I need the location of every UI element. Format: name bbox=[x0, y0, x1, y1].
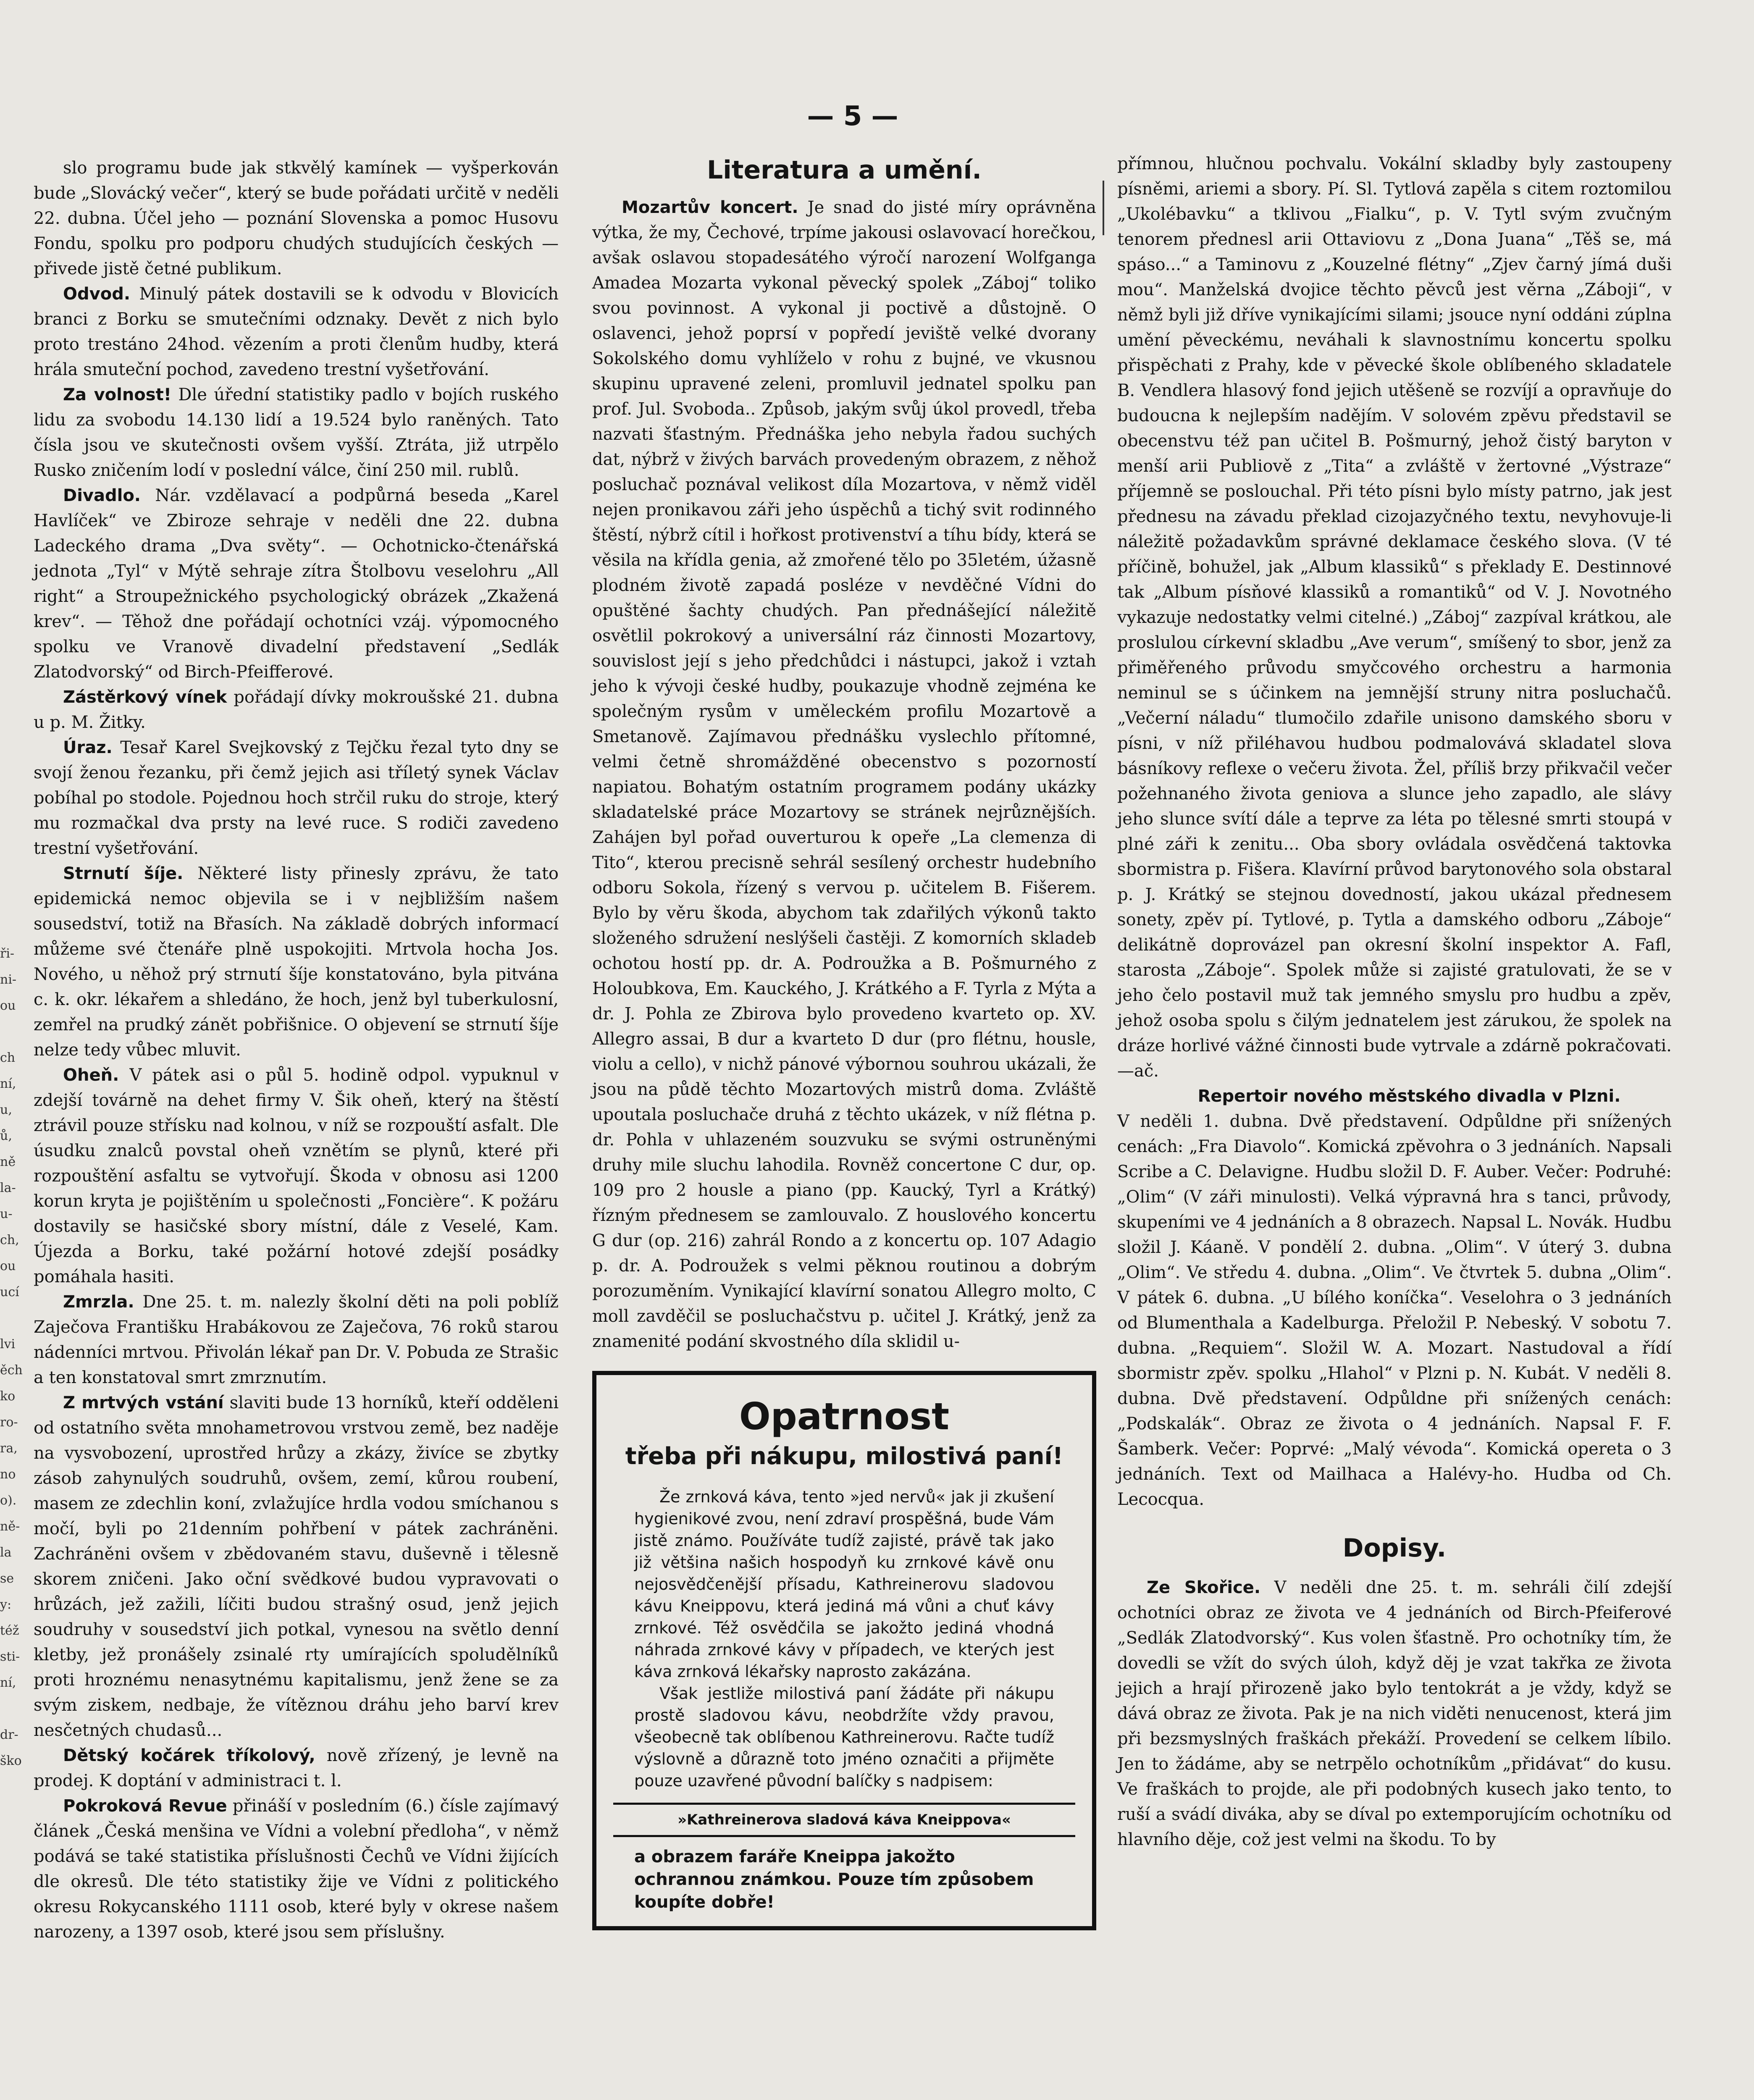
col1-paragraph-text: V pátek asi o půl 5. hodině odpol. vypuknul v zdejší továrně na dehet firmy V. Šik oheň, který na štěstí ztrávil pouze střísku nad kolnou, v níž se rozpouští asfalt. Dle úsudku znalců povstal oheň vznětím se plynů, které při rozpouštění asfaltu se vytvořují. Škoda v obnosu asi 1200 korun kryta je pojištěním u společnosti „Foncière“. K požáru dostavily se hasičské sbory místní, dále z Veselé, Kam. Újezda a Borku, také požární hotové zdejší posádky pomáhala hasiti. bbox=[34, 1066, 559, 1286]
margin-fragment: ko bbox=[0, 1389, 16, 1404]
page-number: — 5 — bbox=[807, 101, 898, 132]
margin-fragment: ou bbox=[0, 998, 16, 1013]
margin-fragment: dr- bbox=[0, 1727, 18, 1742]
col1-paragraph-lead: Z mrtvých vstání bbox=[63, 1393, 224, 1412]
margin-fragment bbox=[0, 1019, 17, 1045]
margin-fragment: u, bbox=[0, 1102, 12, 1117]
dopisy-lead: Ze Skořice. bbox=[1147, 1578, 1261, 1597]
margin-fragment: y: bbox=[0, 1597, 12, 1612]
col2-paragraph bbox=[592, 195, 1096, 1354]
section-heading-literatura: Literatura a umění. bbox=[707, 155, 982, 185]
col1-paragraph-lead: Zástěrkový vínek bbox=[63, 688, 227, 707]
margin-fragments bbox=[0, 941, 23, 1774]
col1-paragraph-text: Nár. vzdělavací a podpůrná beseda „Karel Havlíček“ ve Zbiroze sehraje v neděli dne 22. dubna Ladeckého drama „Dva světy“. — Ochotnicko-čtenářská jednota „Tyl“ v Mýtě sehraje zítra Štolbovu veselohru „All right“ a Stroupežnického psychologický obrázek „Zkažená krev“. — Těhož dne pořádají ochotníci vzáj. výpomocného spolku ve Vranově divadelní představení „Sedlák Zlatodvorský“ od Birch-Pfeifferové. bbox=[34, 486, 559, 682]
col1-paragraph-text: pořádají dívky mokroušské 21. dubna u p. M. Žitky. bbox=[34, 688, 559, 732]
margin-fragment: ři- bbox=[0, 946, 15, 961]
col1-paragraph-text: Dle úřední statistiky padlo v bojích ruského lidu za svobodu 14.130 lidí a 19.524 bylo raněných. Tato čísla jsou ve skutečnosti ovšem vyšší. Ztráta, již utrpělo Rusko zničením lodí v poslední válce, činí 250 mil. rublů. bbox=[34, 385, 559, 480]
col1-paragraph-lead: Odvod. bbox=[63, 284, 131, 304]
repertoir-heading: Repertoir nového městského divadla v Plzni. bbox=[1197, 1087, 1621, 1106]
col1-paragraph-lead: Dětský kočárek tříkolový, bbox=[63, 1746, 315, 1765]
margin-fragment bbox=[0, 1696, 17, 1722]
margin-fragment: ro- bbox=[0, 1415, 18, 1430]
advertisement-box bbox=[592, 1371, 1096, 1930]
col3-dopisy-paragraph bbox=[1117, 1575, 1672, 1852]
col1-paragraph bbox=[34, 861, 559, 1063]
margin-fragment: o). bbox=[0, 1493, 17, 1508]
margin-fragment: lvi bbox=[0, 1337, 16, 1352]
col1-paragraph bbox=[34, 483, 559, 685]
column-2 bbox=[592, 155, 1096, 1930]
ad-subtitle: třeba při nákupu, milostivá paní! bbox=[625, 1443, 1063, 1470]
ad-paragraph-1: Že zrnková káva, tento »jed nervů« jak ji zkušení hygienikové zvou, není zdraví prospěšná, bude Vám jistě známo. Používáte tudíž zajisté, právě tak jako již většina našich hospodyň ku zrnkové kávě onu nejosvědčenější přísadu, Kathreinerovu sladovou kávu Kneippovu, která jediná má vůni a chuť kávy zrnkové. Též osvědčila se jakožto jediná vhodná náhrada zrnkové kávy v případech, ve kterých jest káva zrnková lékařsky naprosto zakázána. bbox=[634, 1488, 1054, 1681]
column-rule bbox=[1103, 181, 1104, 235]
margin-fragment: též bbox=[0, 1623, 19, 1638]
col2-paragraph-lead: Mozartův koncert. bbox=[622, 198, 798, 217]
col1-paragraph bbox=[34, 1289, 559, 1390]
col1-paragraph bbox=[34, 1793, 559, 1945]
col2-paragraphs bbox=[592, 195, 1096, 1354]
margin-fragment: la- bbox=[0, 1181, 16, 1195]
col1-paragraph-text: Některé listy přinesly zprávu, že tato epidemická nemoc objevila se i v nejbližším našem sousedství, totiž na Břasích. Na základě dobrých informací můžeme své čtenáře plně uspokojiti. Mrtvola hocha Jos. Nového, u něhož prý strnutí šíje konstatováno, byla pitvána c. k. okr. lékařem a shledáno, že hoch, jenž byl tuberkulosní, zemřel na prudký zánět pobřišnice. O objevení se strnutí šíje nelze tedy vůbec mluvit. bbox=[34, 864, 559, 1060]
col1-paragraph-text: Minulý pátek dostavili se k odvodu v Blovicích branci z Borku se smutečními odznaky. Devět z nich bylo proto trestáno 24hod. vězením a proti členům hudby, která hrála smuteční pochod, zavedeno trestní vyšetřování. bbox=[34, 284, 559, 379]
dopisy-text: V neděli dne 25. t. m. sehráli čilí zdejší ochotníci obraz ze života ve 4 jednáních od Birch-Pfeiferové „Sedlák Zlatodvorský“. Kus volen šťastně. Pro ochotníky tím, že dovedli se vžít do svých úloh, když děj je vzat takřka ze života jejich a hrají přirozeně jako bylo tentokrát a je vždy, když se dává obraz ze života. Pak je na nich viděti nenucenost, která jim při bezsmyslných fraškách překáží. Provedení se celkem líbilo. Jen to žádáme, aby se netrpělo ochotníkům „přidávat“ do kusu. Ve fraškách to projde, ale při podobných kusech jako tento, to ruší a svádí diváka, aby se díval po extemporujícím ochotníku od hlavního děje, což jest velmi na škodu. To by bbox=[1117, 1578, 1672, 1849]
ad-footer: a obrazem faráře Kneippa jakožto ochrannou známkou. Pouze tím způsobem koupíte dobře! bbox=[634, 1847, 1034, 1912]
col1-paragraph-lead: Oheň. bbox=[63, 1066, 119, 1085]
margin-fragment: ou bbox=[0, 1259, 16, 1273]
margin-fragment: ně- bbox=[0, 1519, 20, 1534]
ad-body bbox=[634, 1486, 1054, 1792]
col1-paragraph bbox=[34, 281, 559, 382]
col1-paragraph-lead: Pokroková Revue bbox=[63, 1796, 227, 1816]
col3-repertoir bbox=[1117, 1084, 1672, 1512]
margin-fragment: ch, bbox=[0, 1233, 19, 1247]
margin-fragment: ra, bbox=[0, 1441, 18, 1456]
margin-fragment: ní, bbox=[0, 1076, 16, 1091]
col1-paragraph-text: Tesař Karel Svejkovský z Tejčku řezal tyto dny se svojí ženou řezanku, při čemž jejich asi tříletý synek Václav pobíhal po stodole. Pojednou hoch strčil ruku do stroje, který mu rozmačkal dva prsty na levé ruce. S rodiči zavedeno trestní vyšetřování. bbox=[34, 738, 559, 858]
margin-fragment bbox=[0, 1305, 17, 1331]
section-heading-dopisy: Dopisy. bbox=[1342, 1533, 1447, 1563]
margin-fragment: ěch bbox=[0, 1363, 23, 1378]
col1-paragraph-text: nově zřízený, je levně na prodej. K doptání v administraci t. l. bbox=[34, 1746, 559, 1790]
margin-fragment: ní, bbox=[0, 1675, 16, 1690]
margin-fragment: no bbox=[0, 1467, 16, 1482]
col1-paragraph bbox=[34, 1063, 559, 1289]
margin-fragment: ů, bbox=[0, 1129, 12, 1143]
repertoir-text: V neděli 1. dubna. Dvě představení. Odpůldne při snížených cenách: „Fra Diavolo“. Komická zpěvohra o 3 jednáních. Napsali Scribe a C. Delavigne. Hudbu složil D. F. Auber. Večer: Podruhé: „Olim“ (V záři minulosti). Velká výpravná hra s tanci, průvody, skupeními ve 4 jednáních a 8 obrazech. Napsal L. Novák. Hudbu složil J. Káaně. V pondělí 2. dubna. „Olim“. V úterý 3. dubna „Olim“. Ve středu 4. dubna. „Olim“. Ve čtvrtek 5. dubna „Olim“. V pátek 6. dubna. „U bílého koníčka“. Veselohra o 3 jednáních od Blumenthala a Kadelburga. Přeložil P. Nebeský. V sobotu 7. dubna. „Requiem“. Složil W. A. Mozart. Nastudoval a řídí sbormistr zpěv. spolku „Hlahol“ v Plzni p. N. Kubát. V neděli 8. dubna. Dvě představení. Odpůldne při snížených cenách: „Podskalák“. Obraz ze života o 4 jednáních. Napsal F. F. Šamberk. Večer: Poprvé: „Malý vévoda“. Komická opereta o 3 jednáních. Text od Mailhaca a Halévy-ho. Hudba od Ch. Lecocqua. bbox=[1117, 1112, 1672, 1509]
col1-paragraph bbox=[34, 1390, 559, 1743]
ad-title: Opatrnost bbox=[739, 1395, 950, 1438]
col1-paragraph bbox=[34, 735, 559, 861]
margin-fragment: sti- bbox=[0, 1649, 20, 1664]
col1-paragraph-text: slo programu bude jak stkvělý kamínek — vyšperkován bude „Slovácký večer“, který se bude pořádati určitě v neděli 22. dubna. Účel jeho — poznání Slovenska a pomoc Husovu Fondu, spolku pro podporu chudých studujících českých — přivede jistě četné publikum. bbox=[34, 158, 559, 278]
col1-paragraph-lead: Strnutí šíje. bbox=[63, 864, 184, 883]
col1-paragraph-lead: Divadlo. bbox=[63, 486, 141, 505]
margin-fragment: ni- bbox=[0, 972, 17, 987]
col1-paragraph bbox=[34, 155, 559, 281]
col1-paragraph-text: Dne 25. t. m. nalezly školní děti na poli poblíž Zaječova Františku Hrabákovou ze Zaječova, 76 roků starou nádenníci mrtvou. Přivolán lékař pan Dr. V. Pobuda ze Strašic a ten konstatoval smrt zmrznutím. bbox=[34, 1292, 559, 1387]
column-3 bbox=[1117, 151, 1672, 1852]
ad-paragraph-2: Však jestliže milostivá paní žádáte při nákupu prostě sladovou kávu, neobdržíte vždy pravou, všeobecně tak oblíbenou Kathreinerovu. Račte tudíž výslovně a důrazně toto jméno označiti a přijměte pouze uzavřené původní balíčky s nadpisem: bbox=[634, 1684, 1054, 1790]
column-1 bbox=[34, 155, 559, 1945]
margin-fragment: ně bbox=[0, 1155, 16, 1169]
col1-paragraph-lead: Zmrzla. bbox=[63, 1292, 134, 1312]
margin-fragment: la bbox=[0, 1545, 12, 1560]
col1-paragraph-lead: Úraz. bbox=[63, 738, 113, 757]
ad-brand-line: »Kathreinerova sladová káva Kneippova« bbox=[613, 1803, 1075, 1837]
col1-paragraph-text: slaviti bude 13 horníků, kteří odděleni od ostatního světa mnohametrovou vrstvou země, bez naděje na vysvobození, uprostřed hrůzy a zkázy, živíce se zbytky zásob zahynulých soudruhů, ovšem, zemí, kůrou roubení, masem ze zdechlin koní, zvlažujíce hrdla vodou smíchanou s močí, byli po 21denním pohřbení v pátek zachráněni. Zachráněni ovšem v zbědovaném stavu, duševně i tělesně skorem zničeni. Jako oční svědkové budou vypravovati o hrůzách, jež zažili, líčiti budou strašný osud, jenž jejich soudruhy v sousedství jich potkal, vynesou na světlo denní kletby, jež pronášely zsinalé rty umírajících spoludělníků proti hroznému nenasytnému kapitalismu, jenž žene se za svým ziskem, nedbaje, že vítěznou dráhu jeho barví krev nesčetných chudasů... bbox=[34, 1393, 559, 1740]
col1-paragraph-lead: Za volnost! bbox=[63, 385, 171, 404]
col2-paragraph-text: Je snad do jisté míry oprávněna výtka, že my, Čechové, trpíme jakousi oslavovací horečkou, avšak oslavou stopadesátého výročí narození Wolfganga Amadea Mozarta vykonal pěvecký spolek „Záboj“ toliko svou povinnost. A vykonal ji poctivě a důstojně. O oslavenci, jehož poprsí v popředí jeviště velké dvorany Sokolského domu vyhlíželo v rohu z bujné, ve vkusnou skupinu upravené zeleni, promluvil jednatel spolku pan prof. Jul. Svoboda.. Způsob, jakým svůj úkol provedl, třeba nazvati šťastným. Přednáška jeho nebyla řadou suchých dat, nýbrž v živých barvách provedeným obrazem, z něhož posluchač poznával velikost díla Mozartova, v němž viděl nejen pronikavou záři jeho úspěchů a tichý svit rodinného štěstí, nýbrž cítil i hořkost protivenství a tíhu bídy, která se věsila na křídla genia, až zmořené tělo po 35letém, úžasně plodném životě zapadá posléze v nevděčné Vídni do opuštěné šachty chudých. Pan přednášející náležitě osvětlil pokrokový a universální ráz činnosti Mozartovy, souvislost její s jeho předchůdci i nástupci, jakož i vztah jeho k vývoji české hudby, poukazuje vhodně zejména ke společným rysům v uměleckém profilu Mozartově a Smetanově. Zajímavou přednášku vyslechlo přítomné, velmi četně shromážděné obecenstvo s pozorností napiatou. Bohatým ostatním programem podány ukázky skladatelské práce Mozartovy se stránek nejrůznějších. Zahájen byl pořad ouverturou k opeře „La clemenza di Tito“, kterou precisně sehrál sesílený orchestr hudebního odboru Sokola, řízený s vervou p. učitelem B. Fišerem. Bylo by věru škoda, abychom tak zdařilých výkonů takto složeného sdružení neslýšeli častěji. Z komorních skladeb ochotou hostí pp. dr. A. Podroužka a B. Pošmurného z Holoubkova, Em. Kauckého, J. Krátkého a F. Tyrla z Mýta a dr. J. Pohla ze Zbirova bylo provedeno kvarteto op. XV. Allegro assai, B dur a kvarteto D dur (pro flétnu, housle, violu a cello), v nichž pánové výbornou souhrou ukázali, že jsou na půdě těchto Mozartových mistrů doma. Zvláště upoutala posluchače druhá z těchto ukázek, v níž flétna p. dr. Pohla v uhlazeném souzvuku se svými ostruněnými druhy mile sluchu lahodila. Rovněž concertone C dur, op. 109 pro 2 housle a piano (pp. Kaucký, Tyrl a Krátký) řízným přednesem se zamlouvalo. Z houslového koncertu G dur (op. 216) zahrál Rondo a z koncertu op. 107 Adagio p. dr. A. Podroužek s velmi pěknou routinou a dobrým porozuměním. Vynikající klavírní sonatou Allegro molto, C moll zavděčil se posluchačstvu p. učitel J. Krátký, jenž za znamenité podání skvostného díla sklidil u- bbox=[592, 198, 1097, 1351]
margin-fragment: ško bbox=[0, 1754, 22, 1768]
col1-paragraph bbox=[34, 1743, 559, 1793]
margin-fragment: ucí bbox=[0, 1285, 19, 1299]
col1-paragraph bbox=[34, 685, 559, 735]
col1-paragraph-text: přináší v posledním (6.) čísle zajímavý článek „Česká menšina ve Vídni a volební předloha“, v němž podává se také statistika příslušnosti Čechů ve Vídni žijících dle okresů. Dle této statistiky žije ve Vídni z politického okresu Rokycanského 1111 osob, které byly v okrese našem narozeny, a 1397 osob, které jsou sem příslušny. bbox=[34, 1796, 559, 1942]
margin-fragment: u- bbox=[0, 1207, 13, 1221]
margin-fragment: se bbox=[0, 1571, 14, 1586]
col1-paragraph bbox=[34, 382, 559, 483]
col3-paragraph-concert: přímnou, hlučnou pochvalu. Vokální skladby byly zastoupeny písněmi, ariemi a sbory. Pí. Sl. Tytlová zapěla s citem roztomilou „Ukolébavku“ a tklivou „Fialku“, p. V. Tytl svým zvučným tenorem přednesl arii Ottaviovu z „Dona Juana“ „Těš se, má spáso...“ a Taminovu z „Kouzelné flétny“ „Zjev čarný jímá duši mou“. Manželská dvojice těchto pěvců jest věrna „Záboji“, v němž byli již dříve vynikajícími silami; jsouce nyní oddáni zúplna umění pěveckému, neváhali k slavnostnímu koncertu spolku přispěchati z Prahy, kde v pěvecké škole oblíbeného skladatele B. Vendlera hlasový fond jejich utěšeně se rozvíjí a opravňuje do budoucna k nejlepším nadějím. V solovém zpěvu představil se obecenstvu též pan učitel B. Pošmurný, jehož čistý baryton v menší arii Publiově z „Tita“ a zvláště v žertovné „Výstraze“ příjemně se poslouchal. Při této písni bylo místy patrno, jak jest přednesu na závadu překlad cizojazyčného textu, nevyhovuje-li náležitě požadavkům správné deklamace českého slova. (V té příčině, bohužel, jak „Album klassiků“ s překlady E. Destinnové tak „Album písňové klassiků a romantiků“ od V. J. Novotného vykazuje nedostatky velmi citelné.) „Záboj“ zazpíval krátkou, ale proslulou církevní skladbu „Ave verum“, smíšený to sbor, jenž za přiměřeného průvodu smyčcového orchestru a harmonia neminul se s účinkem na jemnější struny nitra posluchačů. „Večerní náladu“ tlumočilo zdařile unisono damského sboru v písni, v níž přiléhavou hudbou podmalovává skladatel slova básníkovy reflexe o večeru života. Žel, příliš brzy přikvačil večer požehnaného života geniova a slunce jeho zapadlo, ale slávy jeho slunce svítí dále a teprve za léta po tělesné smrti stoupá v plné záři k zenitu... Oba sbory ovládala osvědčená taktovka sbormistra p. Fišera. Klavírní průvod barytonového sola obstaral p. J. Krátký se stejnou dovedností, jakou ukázal přednesem sonety, zpěv pí. Tytlové, p. Tytla a damského odboru „Záboje“ delikátně doprovázel pan okresní školní inspektor A. Fafl, starosta „Záboje“. Spolek může si zajisté gratulovati, že se v jeho čelo postavil muž tak jemného smyslu pro hudbu a zpěv, jehož osoba spolu s čilým jednatelem jest zárukou, že spolek na dráze horlivé vážné činnosti bude vytrvale a zdárně pokračovati. —ač. bbox=[1117, 154, 1672, 1081]
margin-fragment: ch bbox=[0, 1050, 16, 1065]
